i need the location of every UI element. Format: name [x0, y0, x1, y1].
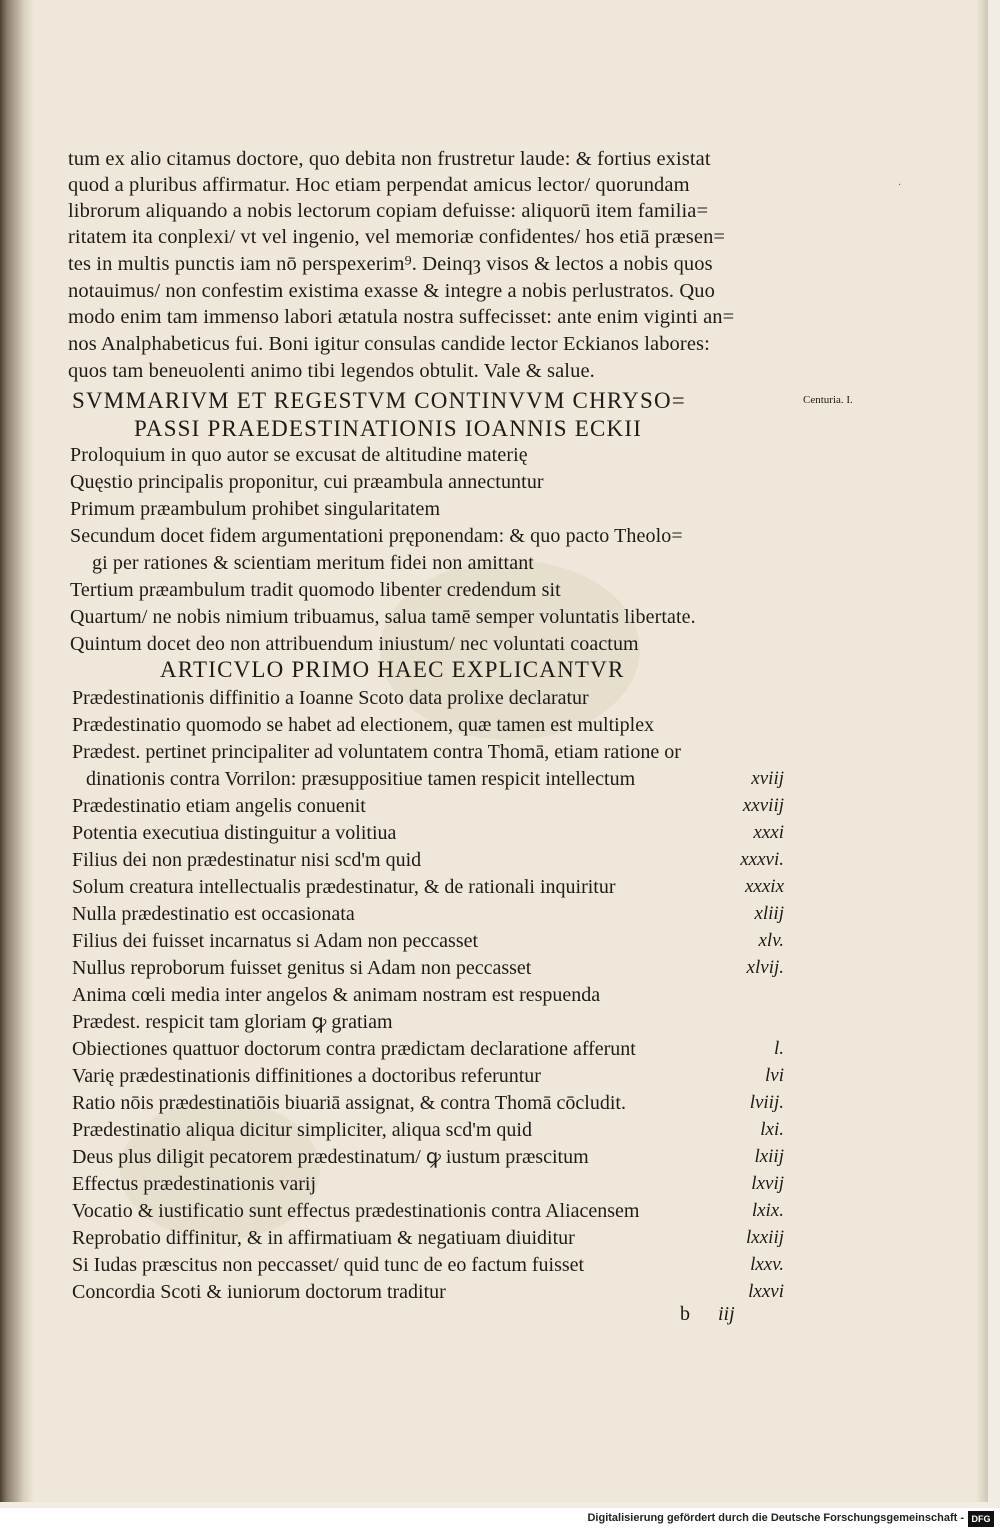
entry-text: Anima cœli media inter angelos & animam nostram est respuenda [72, 984, 601, 1006]
article-entry [72, 1279, 784, 1305]
margin-note: Centuria. I. [803, 394, 853, 406]
margin-mark: · [898, 180, 902, 191]
article-entry [72, 739, 784, 765]
article-entry [72, 1225, 784, 1251]
entry-folio: lxi. [760, 1119, 784, 1140]
entry-folio: lxxiij [746, 1227, 784, 1248]
article-entry [72, 1144, 784, 1170]
article-entry [72, 1090, 784, 1116]
paragraph-line: librorum aliquando a nobis lectorum copiam defuisse: aliquorū item familia= [68, 200, 709, 222]
entry-text: Nullus reproborum fuisset genitus si Adam non peccasset [72, 957, 532, 979]
entry-folio: xlvij. [746, 957, 784, 978]
paragraph-line: nos Analphabeticus fui. Boni igitur consulas candide lector Eckianos labores: [68, 333, 710, 355]
entry-text: Vocatio & iustificatio sunt effectus prædestinationis contra Aliacensem [72, 1200, 640, 1222]
entry-text: Deus plus diligit pecatorem prædestinatum/ ꝙ iustum præscitum [72, 1146, 589, 1168]
article-entry [86, 766, 784, 792]
entry-folio: xxxi [753, 822, 784, 843]
gutter-shadow [0, 0, 34, 1502]
article-entry [72, 685, 784, 711]
entry-text: Filius dei fuisset incarnatus si Adam non peccasset [72, 930, 479, 952]
credit-bar [0, 1508, 1000, 1531]
paragraph-line: ritatem ita conplexi/ vt vel ingenio, vel memoriæ confidentes/ hos etiā præsen= [68, 226, 726, 248]
intro-line: Tertium præambulum tradit quomodo libenter credendum sit [70, 579, 561, 601]
paragraph-line: notauimus/ non confestim existima exasse & integre a nobis perlustratos. Quo [68, 280, 715, 302]
entry-folio: xviij [751, 768, 784, 789]
article-entry [72, 1036, 784, 1062]
entry-text: Potentia executiua distinguitur a volitiua [72, 822, 397, 844]
entry-folio: xlv. [758, 930, 784, 951]
entry-folio: lxix. [751, 1200, 784, 1221]
entry-text: Obiectiones quattuor doctorum contra prædictam declaratione afferunt [72, 1038, 636, 1060]
article-entry [72, 982, 784, 1008]
dfg-logo: DFG [968, 1511, 994, 1527]
summary-title-line-1: SVMMARIVM ET REGESTVM CONTINVVM CHRYSO= [72, 388, 686, 413]
entry-text: Reprobatio diffinitur, & in affirmatiuam & negatiuam diuiditur [72, 1227, 575, 1249]
paragraph-line: tum ex alio citamus doctore, quo debita non frustretur laude: & fortius existat [68, 148, 711, 170]
entry-folio: xxxvi. [740, 849, 784, 870]
entry-folio: xxviij [742, 795, 784, 816]
article-entry [72, 712, 784, 738]
article-entry [72, 820, 784, 846]
entry-text: dinationis contra Vorrilon: præsuppositiue tamen respicit intellectum [86, 768, 636, 790]
entry-text: Concordia Scoti & iuniorum doctorum traditur [72, 1281, 446, 1303]
entry-text: Si Iudas præscitus non peccasset/ quid tunc de eo factum fuisset [72, 1254, 585, 1276]
article-entry [72, 901, 784, 927]
entry-text: Prædestinatio etiam angelis conuenit [72, 795, 366, 817]
entry-text: Prædest. pertinet principaliter ad voluntatem contra Thomā, etiam ratione or [72, 741, 681, 763]
entry-folio: lviij. [749, 1092, 784, 1113]
article-entry [72, 928, 784, 954]
entry-folio: lxvij [751, 1173, 784, 1194]
page-edge-shadow [976, 0, 988, 1502]
article-entry [72, 955, 784, 981]
paragraph-line: modo enim tam immenso labori ætatula nostra suffecisset: ante enim viginti an= [68, 306, 735, 328]
intro-line: gi per rationes & scientiam meritum fidei non amittant [92, 552, 534, 574]
entry-text: Prædest. respicit tam gloriam ꝙ gratiam [72, 1011, 393, 1033]
intro-list [70, 442, 790, 657]
article-entry [72, 1009, 784, 1035]
paragraph-line: tes in multis punctis iam nō perspexerim⁹. Deinqȝ visos & lectos a nobis quos [68, 253, 713, 275]
article-heading: ARTICVLO PRIMO HAEC EXPLICANTVR [160, 657, 625, 682]
article-entry [72, 1171, 784, 1197]
entry-text: Solum creatura intellectualis prædestinatur, & de rationali inquiritur [72, 876, 616, 898]
entry-folio: xliij [754, 903, 784, 924]
article-entry [72, 793, 784, 819]
summary-title-line-2: PASSI PRAEDESTINATIONIS IOANNIS ECKII [134, 416, 643, 441]
intro-line: Secundum docet fidem argumentationi pręponendam: & quo pacto Theolo= [70, 525, 683, 547]
entry-folio: lxiij [754, 1146, 784, 1167]
intro-line: Quęstio principalis proponitur, cui præambula annectuntur [70, 471, 544, 493]
entry-text: Effectus prædestinationis varij [72, 1173, 317, 1195]
entry-folio: lvi [765, 1065, 784, 1086]
article-entry [72, 847, 784, 873]
article-entry [72, 874, 784, 900]
entry-folio: xxxix [744, 876, 784, 897]
paragraph-line: quod a pluribus affirmatur. Hoc etiam perpendat amicus lector/ quorundam [68, 174, 690, 196]
entry-text: Nulla prædestinatio est occasionata [72, 903, 355, 925]
opening-paragraph [68, 146, 788, 386]
intro-line: Quartum/ ne nobis nimium tribuamus, salua tamē semper voluntatis libertate. [70, 606, 696, 628]
article-entry [72, 1198, 784, 1224]
entry-text: Prædestinationis diffinitio a Ioanne Scoto data prolixe declaratur [72, 687, 589, 709]
paragraph-line: quos tam beneuolenti animo tibi legendos obtulit. Vale & salue. [68, 360, 595, 382]
entry-text: Filius dei non prædestinatur nisi scd'm quid [72, 849, 422, 871]
intro-line: Quintum docet deo non attribuendum iniustum/ nec voluntati coactum [70, 633, 639, 655]
entry-text: Prædestinatio quomodo se habet ad electionem, quæ tamen est multiplex [72, 714, 655, 736]
intro-line: Primum præambulum prohibet singularitatem [70, 498, 441, 520]
signature-number: iij [718, 1303, 735, 1325]
credit-text: Digitalisierung gefördert durch die Deutsche Forschungsgemeinschaft - [587, 1512, 964, 1524]
entry-text: Prædestinatio aliqua dicitur simpliciter, aliqua scd'm quid [72, 1119, 532, 1141]
article-entry [72, 1252, 784, 1278]
entry-folio: lxxvi [748, 1281, 784, 1302]
entry-text: Varię prædestinationis diffinitiones a doctoribus referuntur [72, 1065, 541, 1087]
entry-text: Ratio nōis prædestinatiōis biuariā assignat, & contra Thomā cōcludit. [72, 1092, 626, 1114]
signature-letter: b [680, 1303, 690, 1325]
entry-folio: l. [773, 1038, 784, 1059]
article-entry [72, 1117, 784, 1143]
intro-line: Proloquium in quo autor se excusat de altitudine materię [70, 444, 528, 466]
entry-folio: lxxv. [750, 1254, 784, 1275]
article-entry [72, 1063, 784, 1089]
